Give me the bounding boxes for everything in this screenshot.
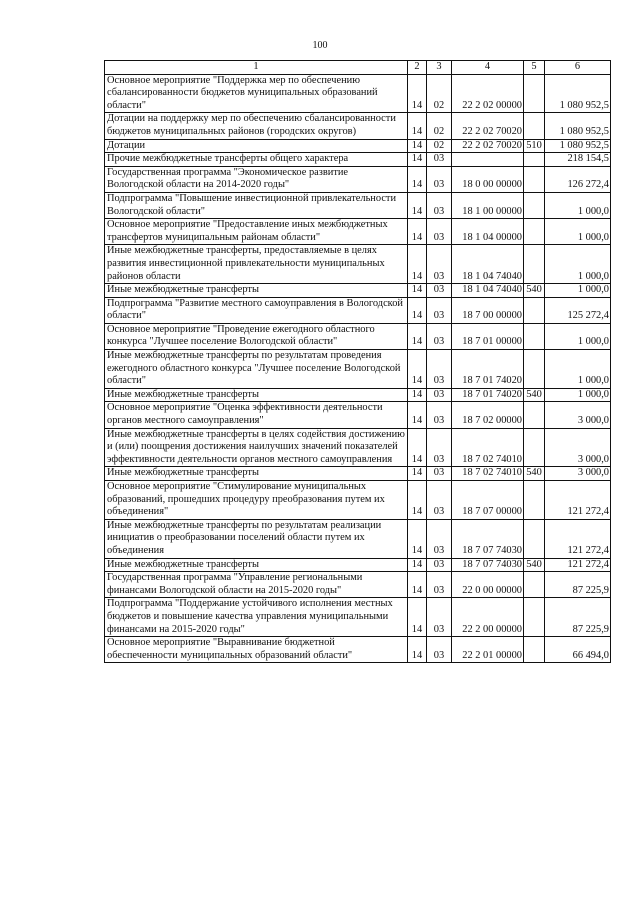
row-expense-type-cell	[524, 323, 545, 349]
row-section-cell: 14	[408, 219, 427, 245]
row-section-cell: 14	[408, 153, 427, 167]
row-target-article-cell: 18 7 02 74010	[452, 428, 524, 467]
row-name-cell: Подпрограмма "Повышение инвестиционной привлекательности Вологодской области"	[105, 192, 408, 218]
row-target-article-cell: 18 7 07 74030	[452, 519, 524, 558]
row-subsection-cell: 03	[427, 572, 452, 598]
row-expense-type-cell	[524, 402, 545, 428]
row-expense-type-cell	[524, 192, 545, 218]
row-expense-type-cell	[524, 598, 545, 637]
row-amount-cell: 3 000,0	[545, 428, 611, 467]
row-amount-cell: 121 272,4	[545, 558, 611, 572]
row-name-cell: Иные межбюджетные трансферты по результатам проведения ежегодного областного конкурса "Лучшее поселение Вологодской области"	[105, 350, 408, 389]
row-name-cell: Иные межбюджетные трансферты, предоставляемые в целях развития инвестиционной привлекательности муниципальных районов области	[105, 245, 408, 284]
row-target-article-cell: 22 2 02 70020	[452, 113, 524, 139]
row-amount-cell: 66 494,0	[545, 637, 611, 663]
row-section-cell: 14	[408, 637, 427, 663]
row-section-cell: 14	[408, 572, 427, 598]
row-target-article-cell: 18 7 01 00000	[452, 323, 524, 349]
row-expense-type-cell	[524, 74, 545, 113]
row-target-article-cell: 18 0 00 00000	[452, 166, 524, 192]
row-subsection-cell: 03	[427, 219, 452, 245]
page-number: 100	[312, 40, 328, 51]
table-row	[105, 388, 611, 402]
row-section-cell: 14	[408, 74, 427, 113]
row-subsection-cell: 03	[427, 428, 452, 467]
row-amount-cell: 1 000,0	[545, 245, 611, 284]
row-amount-cell: 121 272,4	[545, 519, 611, 558]
row-target-article-cell: 22 2 02 70020	[452, 139, 524, 153]
row-subsection-cell: 02	[427, 139, 452, 153]
row-target-article-cell: 18 1 04 00000	[452, 219, 524, 245]
row-expense-type-cell: 540	[524, 467, 545, 481]
row-subsection-cell: 03	[427, 467, 452, 481]
table-row	[105, 467, 611, 481]
table-row	[105, 139, 611, 153]
row-expense-type-cell	[524, 219, 545, 245]
row-name-cell: Подпрограмма "Развитие местного самоуправления в Вологодской области"	[105, 297, 408, 323]
row-name-cell: Основное мероприятие "Оценка эффективности деятельности органов местного самоуправления"	[105, 402, 408, 428]
row-subsection-cell: 02	[427, 113, 452, 139]
table-row	[105, 637, 611, 663]
row-section-cell: 14	[408, 388, 427, 402]
table-row	[105, 297, 611, 323]
table-row	[105, 598, 611, 637]
row-target-article-cell: 22 0 00 00000	[452, 572, 524, 598]
row-name-cell: Иные межбюджетные трансферты по результатам реализации инициатив о преобразовании поселений области путем их объединения	[105, 519, 408, 558]
table-row	[105, 113, 611, 139]
row-target-article-cell: 18 7 07 00000	[452, 481, 524, 520]
header-col-4: 4	[452, 61, 524, 75]
row-amount-cell: 1 000,0	[545, 192, 611, 218]
header-col-1: 1	[105, 61, 408, 75]
row-section-cell: 14	[408, 284, 427, 298]
row-subsection-cell: 03	[427, 284, 452, 298]
row-name-cell: Иные межбюджетные трансферты	[105, 284, 408, 298]
row-amount-cell: 87 225,9	[545, 598, 611, 637]
row-target-article-cell: 18 1 04 74040	[452, 245, 524, 284]
row-name-cell: Государственная программа "Управление региональными финансами Вологодской области на 2015-2020 годы"	[105, 572, 408, 598]
row-expense-type-cell	[524, 481, 545, 520]
row-subsection-cell: 03	[427, 166, 452, 192]
row-section-cell: 14	[408, 350, 427, 389]
table-row	[105, 74, 611, 113]
table-row	[105, 284, 611, 298]
table-row	[105, 558, 611, 572]
row-target-article-cell: 18 1 00 00000	[452, 192, 524, 218]
table-row	[105, 402, 611, 428]
row-name-cell: Иные межбюджетные трансферты в целях содействия достижению и (или) поощрения достижения наилучших значений показателей эффективности деятельности органов местного самоуправления	[105, 428, 408, 467]
row-section-cell: 14	[408, 428, 427, 467]
row-name-cell: Прочие межбюджетные трансферты общего характера	[105, 153, 408, 167]
row-subsection-cell: 03	[427, 598, 452, 637]
row-name-cell: Дотации на поддержку мер по обеспечению сбалансированности бюджетов муниципальных районов (городских округов)	[105, 113, 408, 139]
row-section-cell: 14	[408, 402, 427, 428]
row-amount-cell: 1 000,0	[545, 350, 611, 389]
header-col-5: 5	[524, 61, 545, 75]
row-name-cell: Иные межбюджетные трансферты	[105, 467, 408, 481]
row-expense-type-cell	[524, 166, 545, 192]
row-expense-type-cell	[524, 637, 545, 663]
row-expense-type-cell	[524, 153, 545, 167]
row-amount-cell: 1 080 952,5	[545, 113, 611, 139]
row-target-article-cell	[452, 153, 524, 167]
row-section-cell: 14	[408, 519, 427, 558]
row-expense-type-cell	[524, 113, 545, 139]
table-row	[105, 166, 611, 192]
row-amount-cell: 1 080 952,5	[545, 74, 611, 113]
row-name-cell: Подпрограмма "Поддержание устойчивого исполнения местных бюджетов и повышение качества управления муниципальными финансами на 2015-2020 годы"	[105, 598, 408, 637]
row-expense-type-cell: 510	[524, 139, 545, 153]
row-name-cell: Основное мероприятие "Предоставление иных межбюджетных трансфертов муниципальным районам области"	[105, 219, 408, 245]
row-expense-type-cell	[524, 245, 545, 284]
row-section-cell: 14	[408, 297, 427, 323]
row-section-cell: 14	[408, 113, 427, 139]
table-row	[105, 481, 611, 520]
row-name-cell: Государственная программа "Экономическое развитие Вологодской области на 2014-2020 годы"	[105, 166, 408, 192]
table-header-row	[105, 61, 611, 75]
row-subsection-cell: 03	[427, 297, 452, 323]
row-amount-cell: 87 225,9	[545, 572, 611, 598]
row-amount-cell: 218 154,5	[545, 153, 611, 167]
header-col-2: 2	[408, 61, 427, 75]
row-target-article-cell: 18 7 02 00000	[452, 402, 524, 428]
row-target-article-cell: 22 2 00 00000	[452, 598, 524, 637]
table-row	[105, 192, 611, 218]
row-amount-cell: 126 272,4	[545, 166, 611, 192]
row-amount-cell: 1 000,0	[545, 323, 611, 349]
row-amount-cell: 3 000,0	[545, 402, 611, 428]
header-col-3: 3	[427, 61, 452, 75]
row-section-cell: 14	[408, 192, 427, 218]
row-section-cell: 14	[408, 598, 427, 637]
table-row	[105, 519, 611, 558]
row-subsection-cell: 03	[427, 153, 452, 167]
table-row	[105, 350, 611, 389]
row-subsection-cell: 03	[427, 637, 452, 663]
row-section-cell: 14	[408, 323, 427, 349]
row-name-cell: Основное мероприятие "Поддержка мер по обеспечению сбалансированности бюджетов муниципальных образований области"	[105, 74, 408, 113]
row-subsection-cell: 03	[427, 402, 452, 428]
row-name-cell: Иные межбюджетные трансферты	[105, 558, 408, 572]
row-name-cell: Основное мероприятие "Стимулирование муниципальных образований, прошедших процедуру преобразования путем их объединения"	[105, 481, 408, 520]
row-subsection-cell: 03	[427, 350, 452, 389]
row-amount-cell: 1 000,0	[545, 284, 611, 298]
row-target-article-cell: 18 1 04 74040	[452, 284, 524, 298]
row-subsection-cell: 03	[427, 388, 452, 402]
table-row	[105, 323, 611, 349]
row-section-cell: 14	[408, 139, 427, 153]
row-name-cell: Основное мероприятие "Выравнивание бюджетной обеспеченности муниципальных образований области"	[105, 637, 408, 663]
row-subsection-cell: 03	[427, 519, 452, 558]
row-expense-type-cell	[524, 572, 545, 598]
row-target-article-cell: 18 7 01 74020	[452, 350, 524, 389]
row-section-cell: 14	[408, 558, 427, 572]
row-expense-type-cell: 540	[524, 388, 545, 402]
row-expense-type-cell	[524, 297, 545, 323]
row-expense-type-cell: 540	[524, 284, 545, 298]
row-section-cell: 14	[408, 467, 427, 481]
row-subsection-cell: 03	[427, 481, 452, 520]
row-subsection-cell: 03	[427, 192, 452, 218]
row-section-cell: 14	[408, 245, 427, 284]
row-target-article-cell: 18 7 02 74010	[452, 467, 524, 481]
row-target-article-cell: 22 2 02 00000	[452, 74, 524, 113]
row-subsection-cell: 03	[427, 245, 452, 284]
row-subsection-cell: 02	[427, 74, 452, 113]
row-amount-cell: 1 000,0	[545, 219, 611, 245]
table-row	[105, 428, 611, 467]
budget-table-body	[105, 61, 611, 663]
row-name-cell: Дотации	[105, 139, 408, 153]
row-amount-cell: 1 000,0	[545, 388, 611, 402]
row-amount-cell: 121 272,4	[545, 481, 611, 520]
row-section-cell: 14	[408, 481, 427, 520]
table-row	[105, 153, 611, 167]
row-name-cell: Основное мероприятие "Проведение ежегодного областного конкурса "Лучшее поселение Вологодской области"	[105, 323, 408, 349]
budget-table	[104, 60, 611, 663]
row-expense-type-cell	[524, 350, 545, 389]
table-row	[105, 245, 611, 284]
row-expense-type-cell: 540	[524, 558, 545, 572]
row-subsection-cell: 03	[427, 323, 452, 349]
table-row	[105, 572, 611, 598]
row-target-article-cell: 18 7 01 74020	[452, 388, 524, 402]
row-target-article-cell: 18 7 00 00000	[452, 297, 524, 323]
row-section-cell: 14	[408, 166, 427, 192]
header-col-6: 6	[545, 61, 611, 75]
row-amount-cell: 125 272,4	[545, 297, 611, 323]
row-expense-type-cell	[524, 428, 545, 467]
row-name-cell: Иные межбюджетные трансферты	[105, 388, 408, 402]
row-amount-cell: 1 080 952,5	[545, 139, 611, 153]
row-amount-cell: 3 000,0	[545, 467, 611, 481]
row-expense-type-cell	[524, 519, 545, 558]
row-target-article-cell: 22 2 01 00000	[452, 637, 524, 663]
row-target-article-cell: 18 7 07 74030	[452, 558, 524, 572]
row-subsection-cell: 03	[427, 558, 452, 572]
table-row	[105, 219, 611, 245]
